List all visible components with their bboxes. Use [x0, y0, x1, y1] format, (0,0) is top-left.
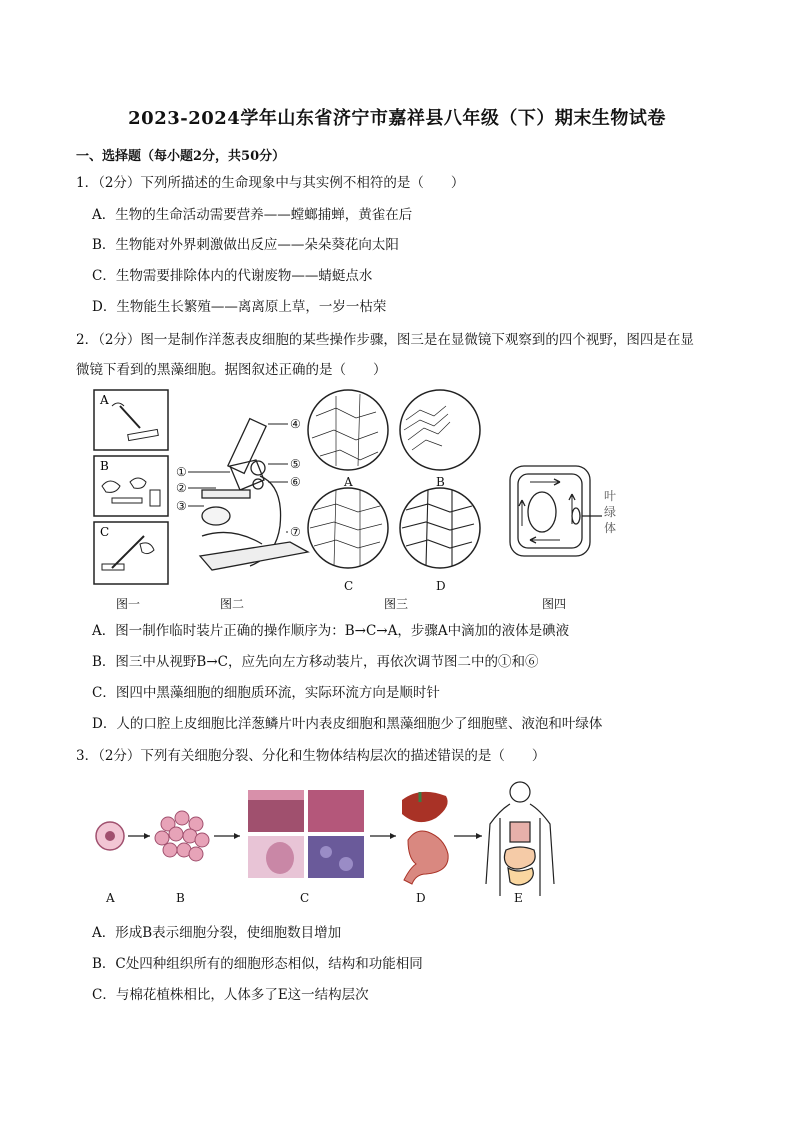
svg-text:图一: 图一 — [116, 597, 141, 611]
svg-text:②: ② — [176, 481, 187, 495]
view-labels — [343, 475, 446, 593]
svg-text:④: ④ — [290, 417, 301, 431]
q1-option-c: C．生物需要排除体内的代谢废物——蜻蜓点水 — [92, 268, 373, 284]
svg-text:A: A — [344, 475, 353, 489]
q2-option-d: D．人的口腔上皮细胞比洋葱鳞片叶内表皮细胞和黑藻细胞少了细胞壁、液泡和叶绿体 — [92, 716, 603, 732]
fig1-label-a: A — [100, 393, 109, 407]
svg-text:C: C — [100, 525, 110, 539]
tissue-images — [248, 790, 364, 878]
question-3-stem: 3．（2分）下列有关细胞分裂、分化和生物体结构层次的描述错误的是（ ） — [76, 748, 546, 764]
question-2-stem-line1: 2．（2分）图一是制作洋葱表皮细胞的某些操作步骤，图三是在显微镜下观察到的四个视野，图四是在显 — [76, 332, 694, 348]
svg-text:⑦: ⑦ — [290, 525, 301, 539]
q2-figure — [90, 386, 650, 616]
q1-option-b: B．生物能对外界刺激做出反应——朵朵葵花向太阳 — [92, 237, 399, 253]
question-1-stem: 1．（2分）下列所描述的生命现象中与其实例不相符的是（ ） — [76, 175, 465, 191]
cell-cluster — [155, 811, 209, 861]
q3-option-b: B．C处四种组织所有的细胞形态相似，结构和功能相同 — [92, 956, 423, 972]
elodea-cell-diagram — [510, 466, 602, 556]
human-body-outline — [486, 782, 554, 896]
figure-captions — [116, 597, 566, 611]
svg-text:B: B — [176, 891, 185, 905]
fig1-step-a — [94, 390, 168, 450]
q3-figure — [90, 778, 570, 908]
q1-option-a: A．生物的生命活动需要营养——螳螂捕蝉，黄雀在后 — [92, 207, 413, 223]
q3-figure-labels — [105, 891, 523, 905]
section-heading: 一、选择题（每小题2分，共50分） — [76, 149, 286, 164]
svg-text:③: ③ — [176, 499, 187, 513]
svg-text:⑥: ⑥ — [290, 475, 301, 489]
single-cell — [96, 822, 124, 850]
svg-text:C: C — [300, 891, 310, 905]
chloroplast-label-3: 体 — [604, 521, 617, 535]
fig1-step-c — [94, 522, 168, 584]
organ-images — [402, 792, 448, 884]
svg-text:D: D — [436, 579, 446, 593]
chloroplast-label — [604, 489, 616, 535]
svg-text:C: C — [344, 579, 354, 593]
microscope-diagram — [200, 419, 308, 570]
q2-option-a: A．图一制作临时装片正确的操作顺序为：B→C→A，步骤A中滴加的液体是碘液 — [92, 623, 570, 639]
svg-text:A: A — [106, 891, 115, 905]
q2-option-c: C．图四中黑藻细胞的细胞质环流，实际环流方向是顺时针 — [92, 685, 440, 701]
fig1-step-b — [94, 456, 168, 516]
microscope-labels — [176, 417, 301, 539]
q3-option-c: C．与棉花植株相比，人体多了E这一结构层次 — [92, 987, 369, 1003]
svg-text:D: D — [416, 891, 426, 905]
svg-text:⑤: ⑤ — [290, 457, 301, 471]
microscope-views — [308, 390, 480, 568]
svg-text:图四: 图四 — [542, 597, 567, 611]
svg-text:E: E — [514, 891, 523, 905]
q1-option-d: D．生物能生长繁殖——离离原上草，一岁一枯荣 — [92, 299, 387, 315]
chloroplast-label-1: 叶 — [604, 489, 617, 503]
question-2-stem-line2: 微镜下看到的黑藻细胞。据图叙述正确的是（ ） — [76, 362, 387, 378]
svg-text:图三: 图三 — [384, 597, 409, 611]
q3-option-a: A．形成B表示细胞分裂，使细胞数目增加 — [92, 925, 342, 941]
svg-text:B: B — [436, 475, 445, 489]
page-title: 2023-2024学年山东省济宁市嘉祥县八年级（下）期末生物试卷 — [128, 108, 666, 129]
chloroplast-label-2: 绿 — [604, 505, 617, 519]
svg-text:①: ① — [176, 465, 187, 479]
svg-text:图二: 图二 — [220, 597, 245, 611]
q2-option-b: B．图三中从视野B→C，应先向左方移动装片，再依次调节图二中的①和⑥ — [92, 654, 539, 670]
svg-text:B: B — [100, 459, 109, 473]
